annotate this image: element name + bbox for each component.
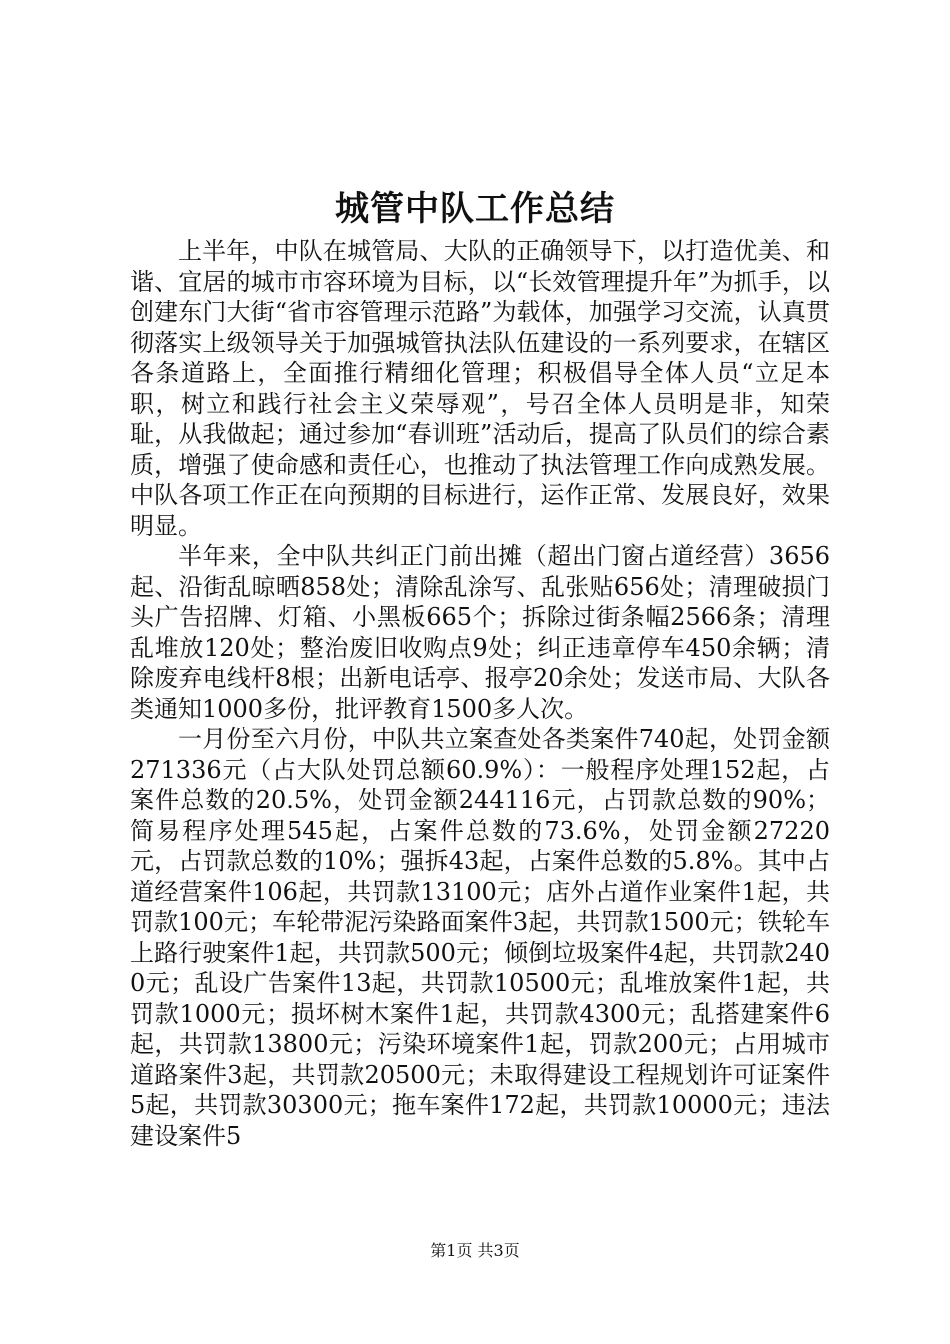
page-footer: 第1页 共3页 [430,1241,520,1260]
paragraph-overview: 上半年，中队在城管局、大队的正确领导下，以打造优美、和谐、宜居的城市市容环境为目标，以“长效管理提升年”为抓手，以创建东门大街“省市容管理示范路”为载体，加强学习交流，认真贯彻落实上级领导关于加强城管执法队伍建设的一系列要求，在辖区各条道路上，全面推行精细化管理；积极倡导全体人员“立足本职，树立和践行社会主义荣辱观”，号召全体人员明是非，知荣耻，从我做起；通过参加“春训班”活动后，提高了队员们的综合素质，增强了使命感和责任心，也推动了执法管理工作向成熟发展。中队各项工作正在向预期的目标进行，运作正常、发展良好，效果明显。 [130,237,830,540]
document-title: 城管中队工作总结 [335,189,615,229]
paragraph-rectification-stats: 半年来，全中队共纠正门前出摊（超出门窗占道经营）3656起、沿街乱晾晒858处；清除乱涂写、乱张贴656处；清理破损门头广告招牌、灯箱、小黑板665个；拆除过街条幅2566条；清理乱堆放120处；整治废旧收购点9处；纠正违章停车450余辆；清除废弃电线杆8根；出新电话亭、报亭20余处；发送市局、大队各类通知1000多份，批评教育1500多人次。 [130,542,830,723]
paragraph-case-stats: 一月份至六月份，中队共立案查处各类案件740起，处罚金额271336元（占大队处罚总额60.9%）：一般程序处理152起，占案件总数的20.5%，处罚金额244116元，占罚款总数的90%；简易程序处理545起，占案件总数的73.6%，处罚金额27220元，占罚款总数的10%；强拆43起，占案件总数的5.8%。其中占道经营案件106起，共罚款13100元；店外占道作业案件1起，共罚款100元；车轮带泥污染路面案件3起，共罚款1500元；铁轮车上路行驶案件1起，共罚款500元；倾倒垃圾案件4起，共罚款2400元；乱设广告案件13起，共罚款10500元；乱堆放案件1起，共罚款1000元；损坏树木案件1起，共罚款4300元；乱搭建案件6起，共罚款13800元；污染环境案件1起，罚款200元；占用城市道路案件3起，共罚款20500元；未取得建设工程规划许可证案件5起，共罚款30300元；拖车案件172起，共罚款10000元；违法建设案件5 [130,725,830,1150]
document-body [130,236,830,1151]
